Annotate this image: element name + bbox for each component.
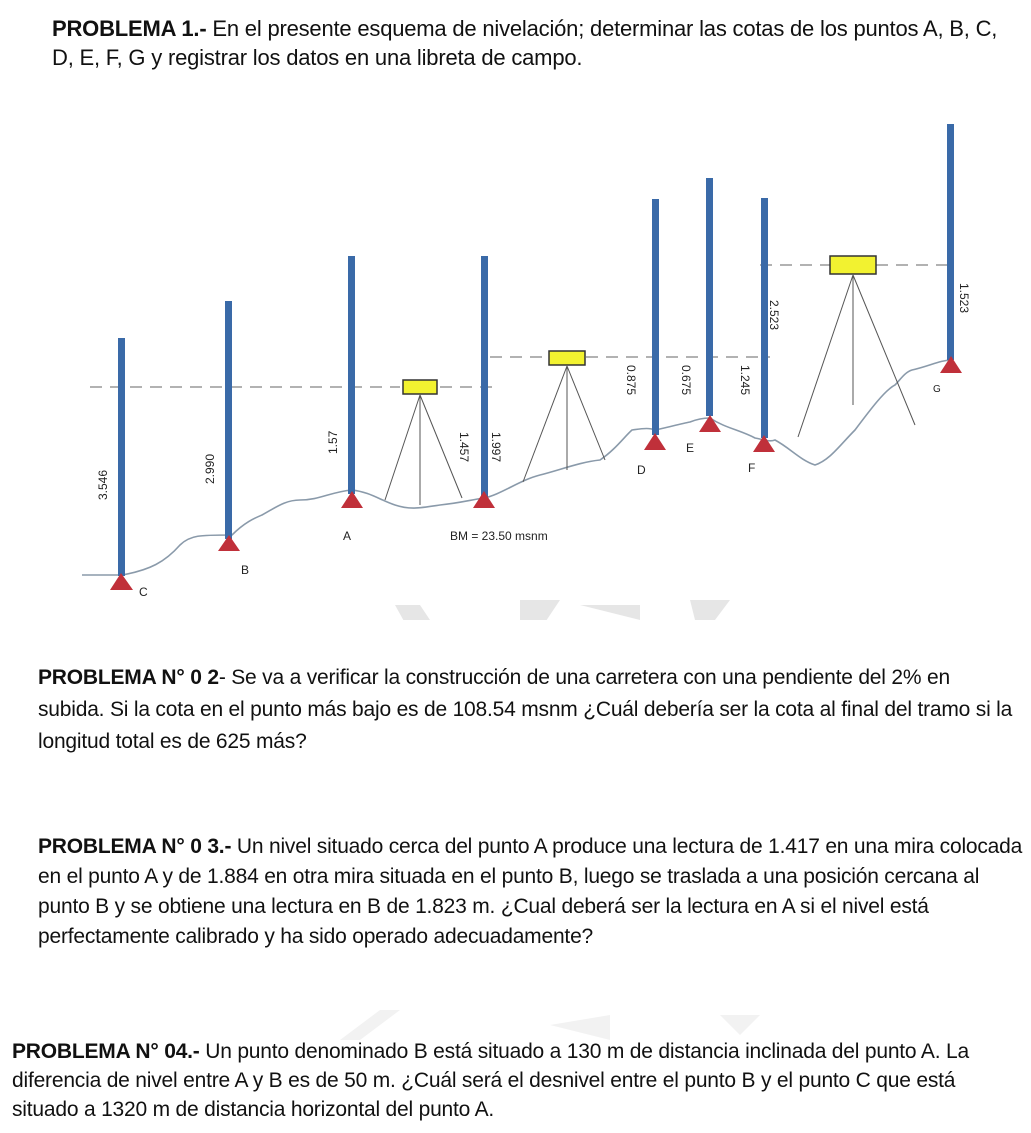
- marker-a: [341, 491, 363, 508]
- reading-c: 3.546: [96, 469, 110, 500]
- problem-3: [38, 832, 1023, 952]
- label-d: D: [637, 463, 646, 477]
- problem-1-label: PROBLEMA 1.-: [52, 16, 207, 41]
- reading-bm-fore: 1.997: [489, 432, 503, 463]
- marker-b: [218, 535, 240, 551]
- marker-g: [940, 356, 962, 373]
- problem-4-text: Un punto denominado B está situado a 130 m de distancia inclinada del punto A. La diferencia de nivel entre A y B es de 50 m. ¿Cuál será el desnivel entre el punto B y el punto C que está situado a 1320 m de distancia horizontal del punto A.: [12, 1040, 969, 1121]
- rod-b: [225, 301, 232, 539]
- rod-d: [652, 199, 659, 435]
- problem-3-text: Un nivel situado cerca del punto A produce una lectura de 1.417 en una mira colocada en el punto A y de 1.884 en otra mira situada en el punto B, luego se traslada a una posición cercana al punto B y se obtiene una lectura en B de 1.823 m. ¿Cual deberá ser la lectura en A si el nivel está perfectamente calibrado y ha sido operado adecuadamente?: [38, 835, 1023, 948]
- instrument-1: [385, 380, 462, 505]
- problem-4-label: PROBLEMA N° 04.-: [12, 1040, 200, 1063]
- problem-2-text: - Se va a verificar la construcción de una carretera con una pendiente del 2% en subida. Si la cota en el punto más bajo es de 108.54 msnm ¿Cuál debería ser la cota al final del tramo si la longitud total es de 625 más?: [38, 666, 1013, 753]
- label-a: A: [343, 529, 352, 543]
- problem-4: [12, 1037, 1022, 1124]
- reading-a: 1.57: [326, 430, 340, 454]
- rods: [118, 124, 954, 576]
- label-b: B: [241, 563, 250, 577]
- reading-g: 1.523: [957, 283, 971, 314]
- point-markers: [110, 356, 962, 590]
- label-g: G: [933, 384, 941, 395]
- reading-bm-back: 1.457: [457, 432, 471, 463]
- bm-label: BM = 23.50 msnm: [450, 529, 548, 543]
- problem-2-label: PROBLEMA N° 0 2: [38, 666, 219, 689]
- marker-d: [644, 433, 666, 450]
- leveling-diagram: [0, 110, 1031, 620]
- reading-d: 0.875: [624, 365, 638, 396]
- label-c: C: [139, 585, 148, 599]
- marker-e: [699, 415, 721, 432]
- problem-2: [38, 662, 1013, 758]
- watermark-shapes: [235, 600, 730, 620]
- rod-bm: [481, 256, 488, 498]
- rod-c: [118, 338, 125, 576]
- rod-g: [947, 124, 954, 360]
- rod-e: [706, 178, 713, 416]
- reading-e: 0.675: [679, 365, 693, 396]
- label-e: E: [686, 441, 695, 455]
- rod-a: [348, 256, 355, 494]
- instrument-3: [798, 256, 915, 437]
- problem-3-label: PROBLEMA N° 0 3.-: [38, 835, 232, 858]
- reading-b: 2.990: [203, 453, 217, 484]
- problem-1: [52, 14, 1012, 72]
- instrument-2: [523, 351, 605, 482]
- sight-lines: [90, 265, 952, 387]
- label-f: F: [748, 461, 756, 475]
- problem-1-text: En el presente esquema de nivelación; determinar las cotas de los puntos A, B, C, D, E, F, G y registrar los datos en una libreta de campo.: [52, 16, 998, 70]
- reading-f-back: 2.523: [767, 300, 781, 331]
- rod-f: [761, 198, 768, 438]
- reading-f-fore: 1.245: [738, 365, 752, 396]
